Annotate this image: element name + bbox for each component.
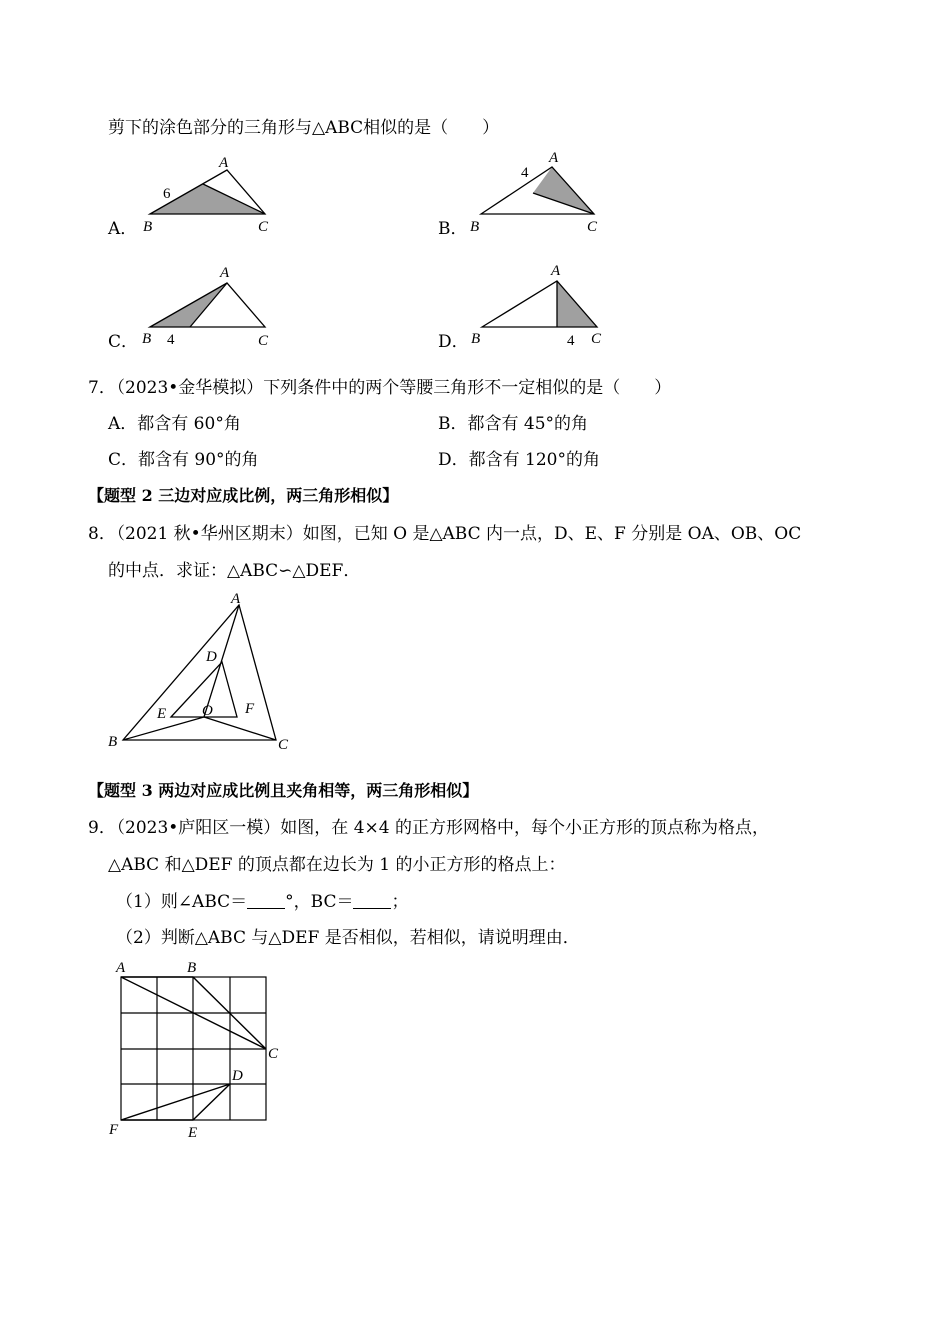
label-a: A	[219, 155, 229, 171]
label-b: B	[470, 219, 480, 235]
q9-part1-suffix: ；	[391, 892, 409, 912]
q8-line2: 的中点．求证：△ABC∽△DEF．	[108, 561, 361, 581]
label-a: A	[220, 265, 230, 281]
q9-part1-mid: °，BC＝	[285, 892, 354, 912]
q8-label-o: O	[202, 703, 213, 719]
q9-label-c: C	[268, 1046, 279, 1062]
q8-number: 8．	[88, 524, 116, 544]
q9-label-d: D	[232, 1068, 243, 1084]
side-label-d: 4	[567, 333, 575, 349]
label-c: C	[258, 333, 269, 349]
side-label-a: 6	[163, 186, 171, 202]
type2-heading: 【题型 2 三边对应成比例，两三角形相似】	[88, 486, 399, 505]
label-b: B	[142, 331, 152, 347]
side-label-b: 4	[521, 165, 529, 181]
q9-label-a: A	[116, 960, 126, 976]
label-c: C	[258, 219, 269, 235]
q7-number: 7．	[88, 378, 116, 398]
q9-label-b: B	[187, 960, 197, 976]
q7-stem: （2023•金华模拟）下列条件中的两个等腰三角形不一定相似的是（ ）	[108, 378, 672, 398]
q8-line1: （2021 秋•华州区期末）如图，已知 O 是△ABC 内一点，D、E、F 分别是 OA、OB、OC	[108, 524, 802, 544]
label-a: A	[549, 150, 559, 166]
q7-option-b-label: B．	[438, 414, 468, 434]
q9-part1-prefix: （1）则∠ABC＝	[116, 892, 248, 912]
q9-part2: （2）判断△ABC 与△DEF 是否相似，若相似，请说明理由．	[116, 928, 580, 948]
q9-label-f: F	[109, 1122, 119, 1138]
side-label-c: 4	[167, 332, 175, 348]
label-b: B	[471, 331, 481, 347]
q7-option-a-label: A．	[108, 414, 138, 434]
q6-option-b-label[interactable]: B．	[438, 219, 468, 239]
q7-option-c-text: 都含有 90°的角	[138, 450, 259, 470]
q9-number: 9．	[88, 818, 116, 838]
q8-label-e: E	[157, 706, 167, 722]
q8-label-a: A	[231, 591, 241, 607]
type3-heading: 【题型 3 两边对应成比例且夹角相等，两三角形相似】	[88, 781, 479, 800]
q7-option-d-text: 都含有 120°的角	[468, 450, 600, 470]
q7-option-c-label: C．	[108, 450, 139, 470]
label-c: C	[591, 331, 602, 347]
q7-option-a-text: 都含有 60°角	[137, 414, 241, 434]
q9-label-e: E	[188, 1125, 198, 1141]
q8-label-c: C	[278, 737, 289, 753]
label-b: B	[143, 219, 153, 235]
label-a: A	[551, 263, 561, 279]
q6-option-a-label[interactable]: A．	[108, 219, 138, 239]
label-c: C	[587, 219, 598, 235]
q9-line2: △ABC 和△DEF 的顶点都在边长为 1 的小正方形的格点上：	[108, 855, 566, 875]
q8-label-b: B	[108, 734, 118, 750]
q9-line1: （2023•庐阳区一模）如图，在 4×4 的正方形网格中，每个小正方形的顶点称为格点，	[108, 818, 769, 838]
q6-stem: 剪下的涂色部分的三角形与△ABC相似的是（ ）	[108, 118, 500, 138]
q8-label-f: F	[245, 701, 255, 717]
q6-option-c-label[interactable]: C．	[108, 332, 139, 352]
q6-option-d-label[interactable]: D．	[438, 332, 469, 352]
q7-option-b-text: 都含有 45°的角	[467, 414, 589, 434]
q7-option-d-label: D．	[438, 450, 469, 470]
q8-label-d: D	[206, 649, 217, 665]
